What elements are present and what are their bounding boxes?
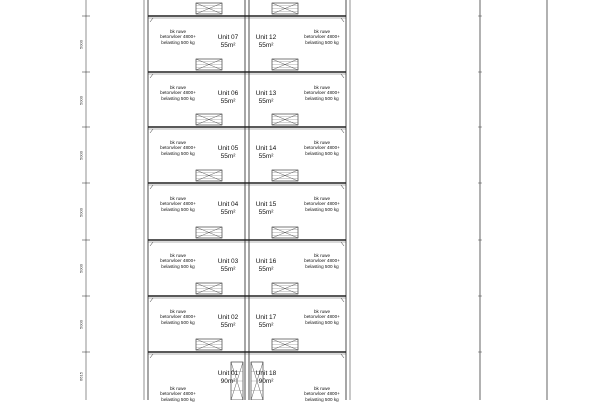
unit-area-label: 55m²	[258, 98, 274, 105]
roller-door	[196, 59, 222, 70]
unit-area-label: 55m²	[220, 322, 236, 329]
right-frame-lines	[480, 0, 547, 400]
roller-door	[196, 114, 222, 125]
roller-door	[272, 283, 298, 294]
floor-note-left: bk ruwe betonvloer 4800+ belasting 500 kg	[160, 140, 196, 156]
floor-note-left: bk ruwe betonvloer 4800+ belasting 500 kg	[160, 386, 196, 402]
unit-name-label: Unit 12	[255, 34, 277, 41]
floor-note-right: bk ruwe betonvloer 4800+ belasting 500 kg	[304, 386, 340, 402]
unit-name-label: Unit 06	[217, 90, 239, 97]
floor-note-right: bk ruwe betonvloer 4800+ belasting 500 kg	[304, 140, 340, 156]
dimension-label: 5000	[78, 264, 84, 273]
dimension-label: 5000	[78, 40, 84, 49]
wall-corner-mark	[150, 185, 344, 189]
dimension-label: 5000	[78, 151, 84, 160]
wall-corner-mark	[150, 129, 344, 133]
floor-note-left: bk ruwe betonvloer 4800+ belasting 500 kg	[160, 85, 196, 101]
dimension-label: 5000	[78, 320, 84, 329]
unit-name-label: Unit 15	[255, 201, 277, 208]
unit-area-label: 55m²	[258, 42, 274, 49]
roller-door	[272, 227, 298, 238]
wall-corner-mark	[150, 298, 344, 302]
wall-corner-mark	[150, 242, 344, 246]
roller-door	[272, 59, 298, 70]
wall-corner-mark	[150, 74, 344, 78]
dimension-label: 6615	[78, 372, 84, 381]
unit-name-label: Unit 05	[217, 145, 239, 152]
roller-door	[272, 170, 298, 181]
floor-note-left: bk ruwe betonvloer 4800+ belasting 500 kg	[160, 253, 196, 269]
floor-note-left: bk ruwe betonvloer 4800+ belasting 500 kg	[160, 309, 196, 325]
roller-door	[196, 170, 222, 181]
roller-door	[272, 3, 298, 14]
wall-corner-mark	[150, 354, 344, 358]
floor-note-left: bk ruwe betonvloer 4800+ belasting 500 kg	[160, 29, 196, 45]
unit-name-label: Unit 18	[255, 370, 277, 377]
unit-area-label: 90m²	[220, 378, 236, 385]
unit-area-label: 90m²	[258, 378, 274, 385]
unit-name-label: Unit 13	[255, 90, 277, 97]
floor-note-right: bk ruwe betonvloer 4800+ belasting 500 kg	[304, 253, 340, 269]
floor-note-right: bk ruwe betonvloer 4800+ belasting 500 kg	[304, 29, 340, 45]
unit-area-label: 55m²	[258, 266, 274, 273]
roller-door	[196, 283, 222, 294]
wall-corner-mark	[150, 18, 344, 22]
unit-walls	[148, 16, 346, 358]
dimension-ticks	[82, 16, 482, 352]
floor-note-right: bk ruwe betonvloer 4800+ belasting 500 kg	[304, 309, 340, 325]
roller-door	[196, 3, 222, 14]
unit-name-label: Unit 16	[255, 258, 277, 265]
roller-door	[196, 227, 222, 238]
floor-note-right: bk ruwe betonvloer 4800+ belasting 500 kg	[304, 85, 340, 101]
unit-name-label: Unit 17	[255, 314, 277, 321]
unit-name-label: Unit 04	[217, 201, 239, 208]
unit-area-label: 55m²	[220, 209, 236, 216]
floor-note-left: bk ruwe betonvloer 4800+ belasting 500 kg	[160, 196, 196, 212]
roller-door	[196, 339, 222, 350]
dimension-label: 5000	[78, 207, 84, 217]
floor-note-right: bk ruwe betonvloer 4800+ belasting 500 kg	[304, 196, 340, 212]
unit-name-label: Unit 14	[255, 145, 277, 152]
unit-area-label: 55m²	[258, 322, 274, 329]
unit-name-label: Unit 07	[217, 34, 239, 41]
unit-name-label: Unit 02	[217, 314, 239, 321]
unit-area-label: 55m²	[258, 209, 274, 216]
unit-area-label: 55m²	[220, 42, 236, 49]
roller-door	[272, 339, 298, 350]
unit-area-label: 55m²	[220, 153, 236, 160]
unit-area-label: 55m²	[220, 98, 236, 105]
dimension-label: 5000	[78, 95, 84, 105]
unit-area-label: 55m²	[220, 266, 236, 273]
roller-door	[272, 114, 298, 125]
unit-area-label: 55m²	[258, 153, 274, 160]
unit-name-label: Unit 03	[217, 258, 239, 265]
unit-name-label: Unit 01	[217, 370, 239, 377]
